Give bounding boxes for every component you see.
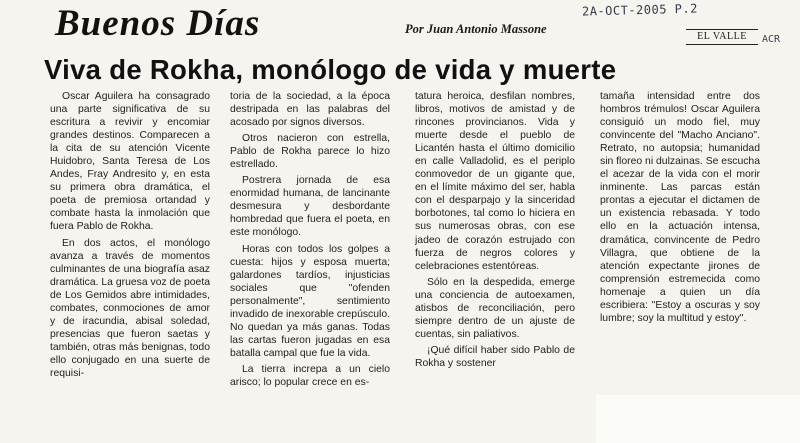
paragraph: tatura heroica, desfilan nombres, libros, motivos de amistad y de rincones provincianos. Vida y muerte desde el pueblo de Licantén hasta el último domicilio en calle Valladolid, es el periplo conmovedor de un gigante que, en el límite máximo del ser, habla con el desparpajo y la sinceridad borbotones, tal como lo hiciera en sus numerosas obras, con ese jadeo de corazón estrujado con fuerza de negros colores y celebraciones estentóreas. — [415, 91, 575, 272]
paragraph: toria de la sociedad, a la época destripada en las palabras del acosado por signos diversos. — [230, 91, 390, 129]
column-header — [0, 0, 800, 48]
paragraph: ¡Qué difícil haber sido Pablo de Rokha y sostener — [415, 344, 575, 369]
paragraph: La tierra increpa a un cielo arisco; lo popular crece en es- — [230, 363, 390, 388]
article-column-3 — [415, 90, 575, 440]
article-headline: Viva de Rokha, monólogo de vida y muerte — [44, 54, 617, 85]
archive-stamp: ACR — [762, 34, 781, 45]
article-column-4 — [600, 90, 760, 440]
paragraph: Otros nacieron con estrella, Pablo de Rokha parece lo hizo estrellado. — [230, 133, 390, 171]
paragraph: En dos actos, el monólogo avanza a través de momentos culminantes de una biografía asaz dramática. La gruesa voz de poeta de Los Gemidos abre intimidades, combates, conmociones de amor y de iracundia, abisal soledad, presencias que fueron saetas y también, otras más benignas, todo ello conjugado en una suerte de requisi- — [50, 237, 210, 379]
article-column-1 — [50, 90, 210, 440]
paragraph: tamaña intensidad entre dos hombros trémulos! Oscar Aguilera consiguió un modo fiel, muy convincente del "Macho Anciano". Retrato, no autopsia; humanidad sin floreo ni dulzainas. Se escucha el acezar de la vida con el morir inminente. Las parcas están prontas a ejecutar el dictamen de un existencia rebasada. Y todo ello en la actuación intensa, dramática, convincente de Pedro Villagra, que obtiene de la atención expectante jirones de comprensión estremecida como homenaje a quien un día escribiera: "Estoy a oscuras y soy lumbre; soy la multitud y estoy". — [600, 91, 760, 324]
paragraph: Postrera jornada de esa enormidad humana, de lancinante desmesura y desbordante hombredad que fuera el poeta, en este monólogo. — [230, 175, 390, 239]
newspaper-logo: EL VALLE — [686, 29, 758, 45]
paragraph: Sólo en la despedida, emerge una conciencia de autoexamen, atisbos de reconciliación, pero siempre dentro de un ajuste de cuentas, sin paliativos. — [415, 276, 575, 340]
article-column-2 — [230, 90, 390, 440]
handwritten-date-note: 2A-OCT-2005 P.2 — [581, 1, 699, 19]
byline: Por Juan Antonio Massone — [405, 22, 547, 36]
section-title: Buenos Días — [55, 3, 261, 44]
paragraph: Horas con todos los golpes a cuesta: hijos y esposa muerta; galardones tardíos, injusticias sociales que "ofenden personalmente", sentimiento invadido de inexorable crepúsculo. No quedan ya más ganas. Todas las cartas fueron jugadas en esa batalla campal que fue la vida. — [230, 243, 390, 359]
blank-corner — [596, 395, 800, 443]
paragraph: Oscar Aguilera ha consagrado una parte significativa de su escritura a revivir y encomiar grandes destinos. Comparecen a la cita de su atención Vicente Huidobro, Santa Teresa de Los Andes, Fray Andresito y, en esta su primera obra dramática, el poeta de premiosa ortandad y combate hasta la inmolación que fuera Pablo de Rokha. — [50, 91, 210, 233]
